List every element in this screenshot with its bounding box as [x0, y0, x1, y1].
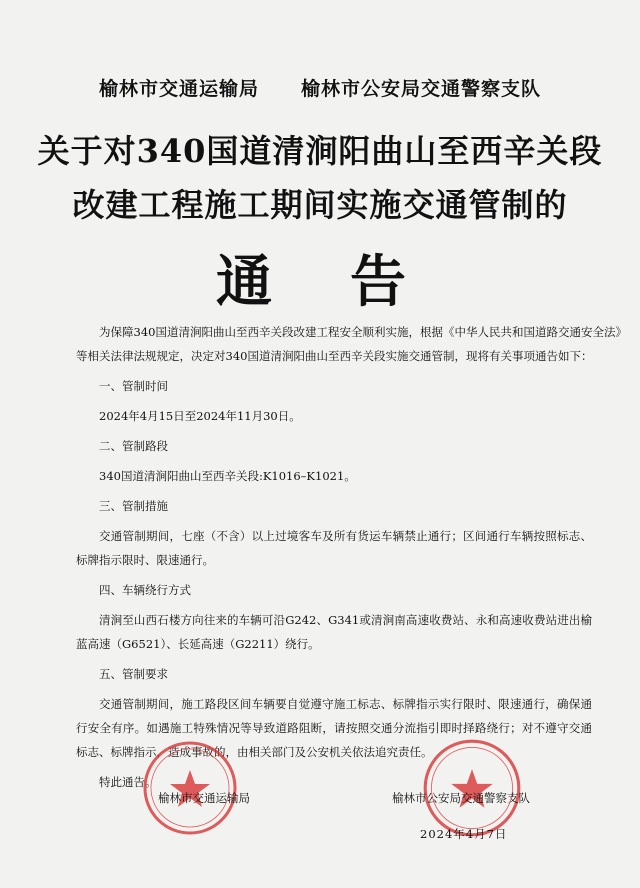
section-2-heading: 二、管制路段 — [99, 439, 168, 453]
section-1-text: 2024年4月15日至2024年11月30日。 — [99, 409, 301, 423]
closing-line: 特此通告。 — [99, 775, 157, 789]
section-2-text: 340国道清涧阳曲山至西辛关段:K1016–K1021。 — [99, 469, 356, 483]
signature-left: 榆林市交通运输局 — [158, 791, 250, 805]
title-line-2: 改建工程施工期间实施交通管制的 — [72, 186, 568, 224]
signature-right: 榆林市公安局交通警察支队 — [392, 791, 530, 805]
section-1-heading: 一、管制时间 — [99, 379, 168, 393]
section-3-text: 交通管制期间，七座（不含）以上过境客车及所有货运车辆禁止通行；区间通行车辆按照标志、标牌指示限时、限速通行。 — [76, 529, 592, 567]
section-4-heading: 四、车辆绕行方式 — [99, 583, 191, 597]
signature-date: 2024年4月7日 — [420, 827, 508, 841]
issuer-right: 榆林市公安局交通警察支队 — [301, 78, 542, 100]
intro-line-2: 等相关法律法规规定，决定对340国道清涧阳曲山至西辛关段实施交通管制，现将有关事项通告如下： — [76, 349, 593, 363]
intro-line-1: 为保障340国道清涧阳曲山至西辛关段改建工程安全顺利实施，根据《中华人民共和国道路交通安全法》 — [99, 325, 627, 339]
official-seal-left — [140, 738, 240, 838]
section-4-text: 清涧至山西石楼方向往来的车辆可沿G242、G341或清涧南高速收费站、永和高速收费站进出榆蓝高速（G6521）、长延高速（G2211）绕行。 — [76, 613, 592, 651]
section-3-heading: 三、管制措施 — [99, 499, 168, 513]
section-5-heading: 五、管制要求 — [99, 667, 168, 681]
title-line-1: 关于对340国道清涧阳曲山至西辛关段 — [37, 132, 603, 170]
notice-heading: 通告 — [216, 250, 484, 315]
issuers-header — [0, 74, 640, 101]
notice-body — [76, 320, 627, 794]
section-5-text: 交通管制期间，施工路段区间车辆要自觉遵守施工标志、标牌指示实行限时、限速通行，确保通行安全有序。如遇施工特殊情况等导致道路阻断，请按照交通分流指引即时择路绕行；对不遵守交通标志、标牌指示，造成事故的，由相关部门及公安机关依法追究责任。 — [76, 697, 592, 759]
issuer-left: 榆林市交通运输局 — [98, 78, 259, 100]
official-seal-right — [420, 736, 524, 840]
